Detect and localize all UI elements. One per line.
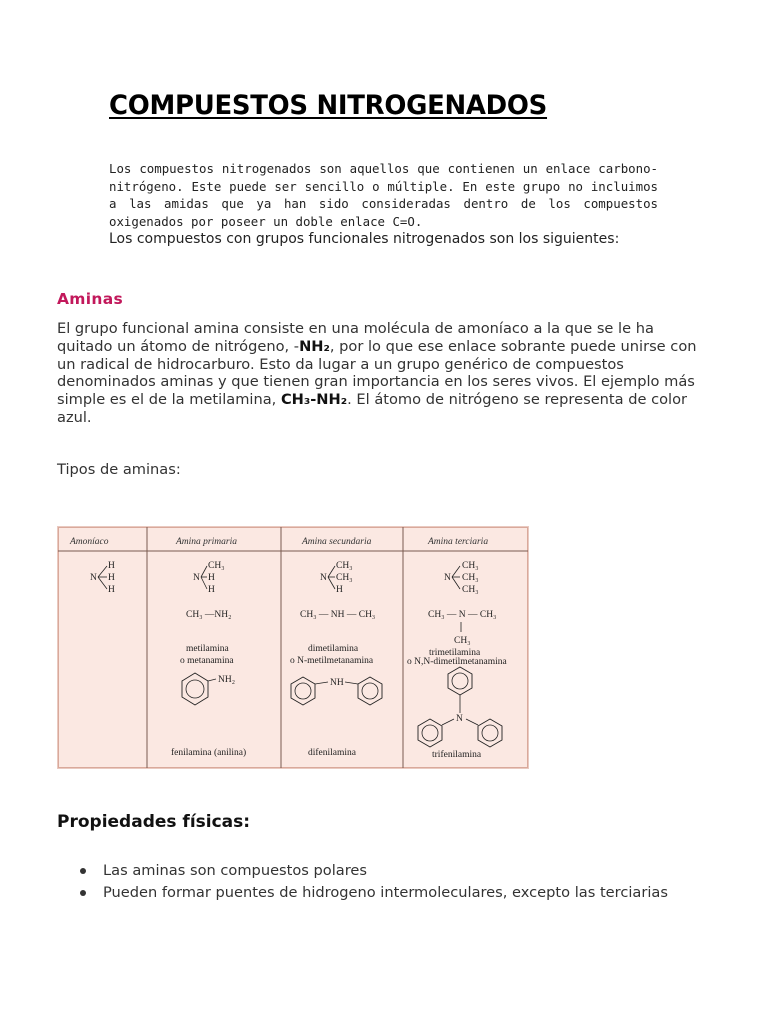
primary-name2: o metanamina xyxy=(180,656,234,666)
secondary-name1: dimetilamina xyxy=(308,644,359,654)
tertiary-name2: o N,N-dimetilmetanamina xyxy=(407,657,507,667)
header-primaria: Amina primaria xyxy=(176,537,237,547)
ammonia-h1: H xyxy=(108,561,115,571)
tertiary-name1: trimetilamina xyxy=(429,648,481,658)
aminas-table-figure xyxy=(58,527,528,768)
primary-aromatic-name: fenilamina (anilina) xyxy=(171,748,247,758)
aminas-types-table xyxy=(57,526,529,769)
tipos-label: Tipos de aminas: xyxy=(57,461,181,478)
primary-name1: metilamina xyxy=(186,644,229,654)
aminas-text-a: El grupo funcional amina consiste en una molécula de amoníaco a la que se le ha quitado un átomo de nitrógeno, - xyxy=(57,320,654,355)
list-item: Las aminas son compuestos polares xyxy=(77,862,668,884)
secondary-ch3-a: CH₃ xyxy=(336,561,353,571)
ammonia-n: N xyxy=(90,573,97,583)
metilamina-formula: CH₃-NH₂ xyxy=(280,391,348,409)
secondary-ch3-b: CH₃ xyxy=(336,573,353,583)
aminas-text-c: . El átomo de nitrógeno se representa de color azul. xyxy=(57,391,688,426)
secondary-aromatic-group: NH xyxy=(330,678,344,688)
header-secundaria: Amina secundaria xyxy=(302,537,372,547)
secondary-h: H xyxy=(336,585,343,595)
aminas-text-b: , por lo que ese enlace sobrante puede unirse con un radical de hidrocarburo. Esto da lugar a un grupo genérico de compuestos denominados aminas y que tienen gran importancia en los seres vivos. El ejemplo más simple es el de la metilamina, xyxy=(57,337,697,409)
primary-formula: CH₃ —NH₂ xyxy=(186,610,232,620)
primary-h1: H xyxy=(208,573,215,583)
propiedades-list xyxy=(77,862,668,906)
aminas-heading: Aminas xyxy=(57,290,123,308)
primary-n: N xyxy=(193,573,200,583)
propiedades-heading: Propiedades físicas: xyxy=(57,812,251,832)
secondary-n: N xyxy=(320,573,327,583)
intro-paragraph: Los compuestos nitrogenados son aquellos que contienen un enlace carbono-nitrógeno. Este puede ser sencillo o múltiple. En este grupo no incluimos a las amidas que ya han sido consideradas dentro de los compuestos oxigenados por poseer un doble enlace C=O. xyxy=(109,161,658,229)
ammonia-h2: H xyxy=(108,573,115,583)
secondary-name2: o N-metilmetanamina xyxy=(290,656,374,666)
tertiary-ch3-c: CH₃ xyxy=(462,585,479,595)
intro-paragraph-2: Los compuestos con grupos funcionales nitrogenados son los siguientes: xyxy=(109,231,620,247)
tertiary-formula: CH₃ — N — CH₃ xyxy=(428,610,497,620)
tertiary-aromatic-name: trifenilamina xyxy=(432,750,482,760)
list-item: Pueden formar puentes de hidrogeno intermoleculares, excepto las terciarias xyxy=(77,884,668,906)
tertiary-n: N xyxy=(444,573,451,583)
tertiary-ch3-a: CH₃ xyxy=(462,561,479,571)
nh2-formula: NH₂ xyxy=(299,337,330,355)
header-amoniaco: Amoníaco xyxy=(70,537,109,547)
aminas-paragraph xyxy=(57,320,707,427)
tertiary-aromatic-group: N xyxy=(456,714,463,724)
page-title: COMPUESTOS NITROGENADOS xyxy=(109,90,548,121)
ammonia-h3: H xyxy=(108,585,115,595)
primary-ch3: CH₃ xyxy=(208,561,225,571)
tertiary-ch3-b: CH₃ xyxy=(462,573,479,583)
primary-h2: H xyxy=(208,585,215,595)
secondary-aromatic-name: difenilamina xyxy=(308,748,357,758)
primary-aromatic-group: NH₂ xyxy=(218,675,236,685)
header-terciaria: Amina terciaria xyxy=(428,537,489,547)
tertiary-formula-bottom: CH₃ xyxy=(454,636,471,646)
secondary-formula: CH₃ — NH — CH₃ xyxy=(300,610,376,620)
